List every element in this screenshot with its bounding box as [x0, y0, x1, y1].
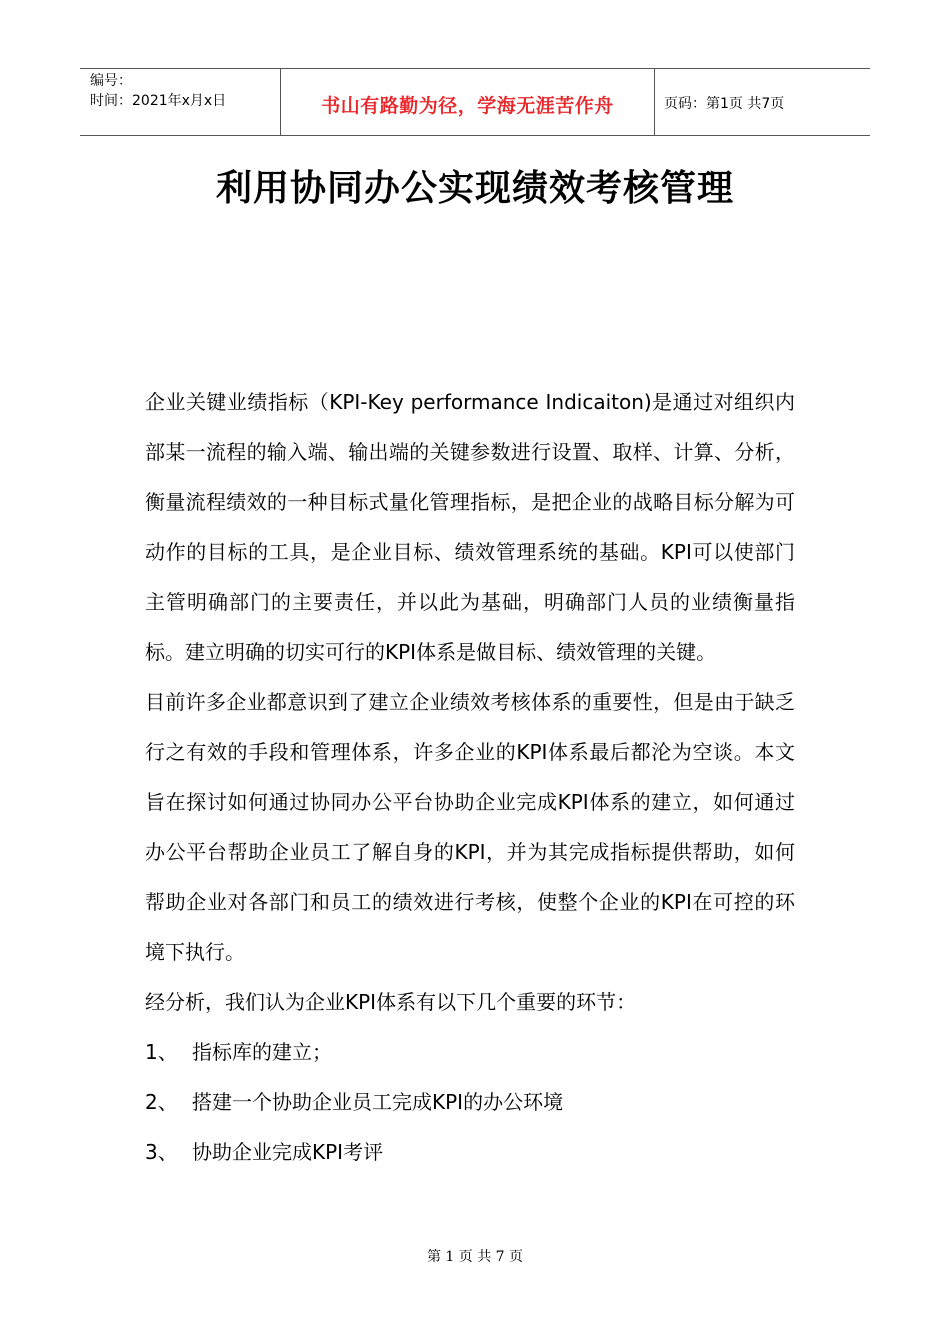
paragraph: 经分析，我们认为企业KPI体系有以下几个重要的环节： [145, 990, 637, 1014]
list-item [145, 1127, 795, 1177]
number-label: 编号： [90, 73, 132, 89]
document-body [145, 377, 795, 1177]
document-title: 利用协同办公实现绩效考核管理 [215, 167, 734, 209]
list-text: 指标库的建立； [192, 1040, 332, 1064]
list-item [145, 1027, 795, 1077]
list-number: 1、 [145, 1040, 178, 1064]
page-header [80, 68, 870, 136]
list-text: 协助企业完成KPI考评 [192, 1140, 384, 1164]
time-label: 时间：2021年x月x日 [90, 93, 227, 109]
header-page-info: 页码：第1页 共7页 [664, 96, 785, 112]
header-divider [654, 69, 655, 135]
list-number: 2、 [145, 1090, 178, 1114]
header-motto: 书山有路勤为径，学海无涯苦作舟 [321, 95, 614, 117]
page-footer: 第 1 页 共 7 页 [426, 1249, 524, 1265]
header-meta [90, 71, 226, 111]
paragraph: 企业关键业绩指标（KPI-Key performance Indicaiton)是通过对组织内部某一流程的输入端、输出端的关键参数进行设置、取样、计算、分析，衡量流程绩效的一种目标式量化管理指标，是把企业的战略目标分解为可动作的目标的工具，是企业目标、绩效管理系统的基础。KPI可以使部门主管明确部门的主要责任，并以此为基础，明确部门人员的业绩衡量指标。建立明确的切实可行的KPI体系是做目标、绩效管理的关键。 [145, 390, 795, 664]
list-item [145, 1077, 795, 1127]
paragraph: 目前许多企业都意识到了建立企业绩效考核体系的重要性，但是由于缺乏行之有效的手段和管理体系，许多企业的KPI体系最后都沦为空谈。本文旨在探讨如何通过协同办公平台协助企业完成KPI体系的建立，如何通过办公平台帮助企业员工了解自身的KPI，并为其完成指标提供帮助，如何帮助企业对各部门和员工的绩效进行考核，使整个企业的KPI在可控的环境下执行。 [145, 690, 795, 964]
list-number: 3、 [145, 1140, 178, 1164]
list-text: 搭建一个协助企业员工完成KPI的办公环境 [192, 1090, 564, 1114]
